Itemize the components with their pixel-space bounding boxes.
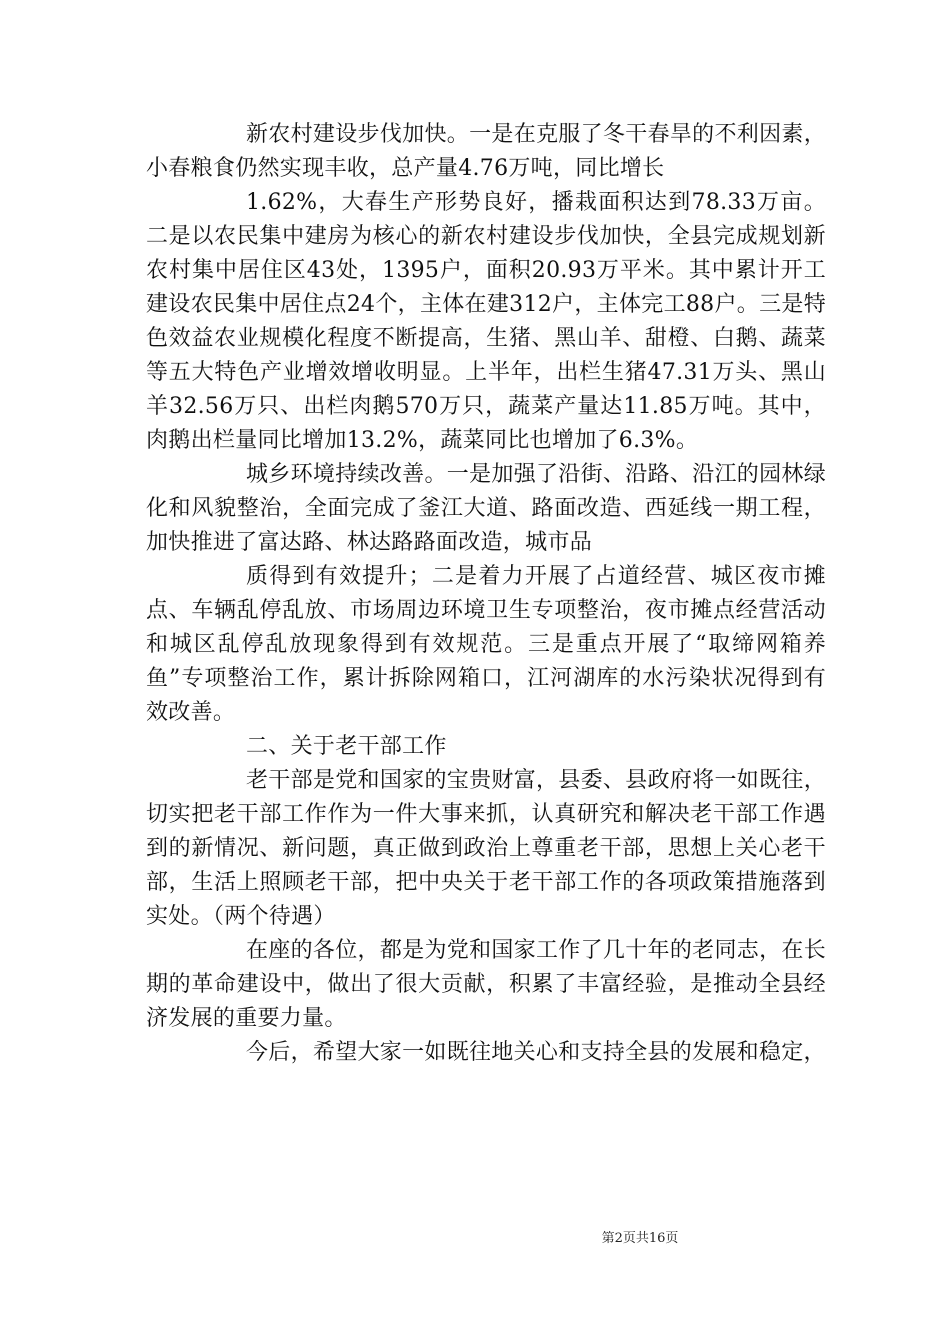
paragraph-urban-environment: 城乡环境持续改善。一是加强了沿街、沿路、沿江的园林绿化和风貌整治，全面完成了釜江大道、路面改造、西延线一期工程，加快推进了富达路、林达路路面改造，城市品 <box>146 462 826 555</box>
paragraph-veteran-cadres: 老干部是党和国家的宝贵财富，县委、县政府将一如既往，切实把老干部工作作为一件大事来抓，认真研究和解决老干部工作遇到的新情况、新问题，真正做到政治上尊重老干部，思想上关心老干部，生活上照顾老干部，把中央关于老干部工作的各项政策措施落到实处。（两个待遇） <box>146 768 826 929</box>
paragraph-attendees: 在座的各位，都是为党和国家工作了几十年的老同志，在长期的革命建设中，做出了很大贡献，积累了丰富经验，是推动全县经济发展的重要力量。 <box>146 938 826 1031</box>
paragraph-agriculture-stats: 1.62%，大春生产形势良好，播栽面积达到78.33万亩。二是以农民集中建房为核心的新农村建设步伐加快，全县完成规划新农村集中居住区43处，1395户，面积20.93万平米。其中累计开工建设农民集中居住点24个，主体在建312户，主体完工88户。三是特色效益农业规模化程度不断提高，生猪、黑山羊、甜橙、白鹅、蔬菜等五大特色产业增效增收明显。上半年，出栏生猪47.31万头、黑山羊32.56万只、出栏肉鹅570万只，蔬菜产量达11.85万吨。其中，肉鹅出栏量同比增加13.2%，蔬菜同比也增加了6.3%。 <box>146 190 826 453</box>
section-heading-veteran-cadres: 二、关于老干部工作 <box>246 734 447 759</box>
document-body <box>146 118 826 1070</box>
paragraph-urban-improvement: 质得到有效提升；二是着力开展了占道经营、城区夜市摊点、车辆乱停乱放、市场周边环境卫生专项整治，夜市摊点经营活动和城区乱停乱放现象得到有效规范。三是重点开展了“取缔网箱养鱼”专项整治工作，累计拆除网箱口，江河湖库的水污染状况得到有效改善。 <box>146 564 826 725</box>
paragraph-new-countryside: 新农村建设步伐加快。一是在克服了冬干春旱的不利因素，小春粮食仍然实现丰收，总产量4.76万吨，同比增长 <box>146 122 826 181</box>
page-number-footer: 第2页共16页 <box>601 1231 679 1246</box>
paragraph-future-hopes: 今后，希望大家一如既往地关心和支持全县的发展和稳定， <box>246 1040 826 1065</box>
